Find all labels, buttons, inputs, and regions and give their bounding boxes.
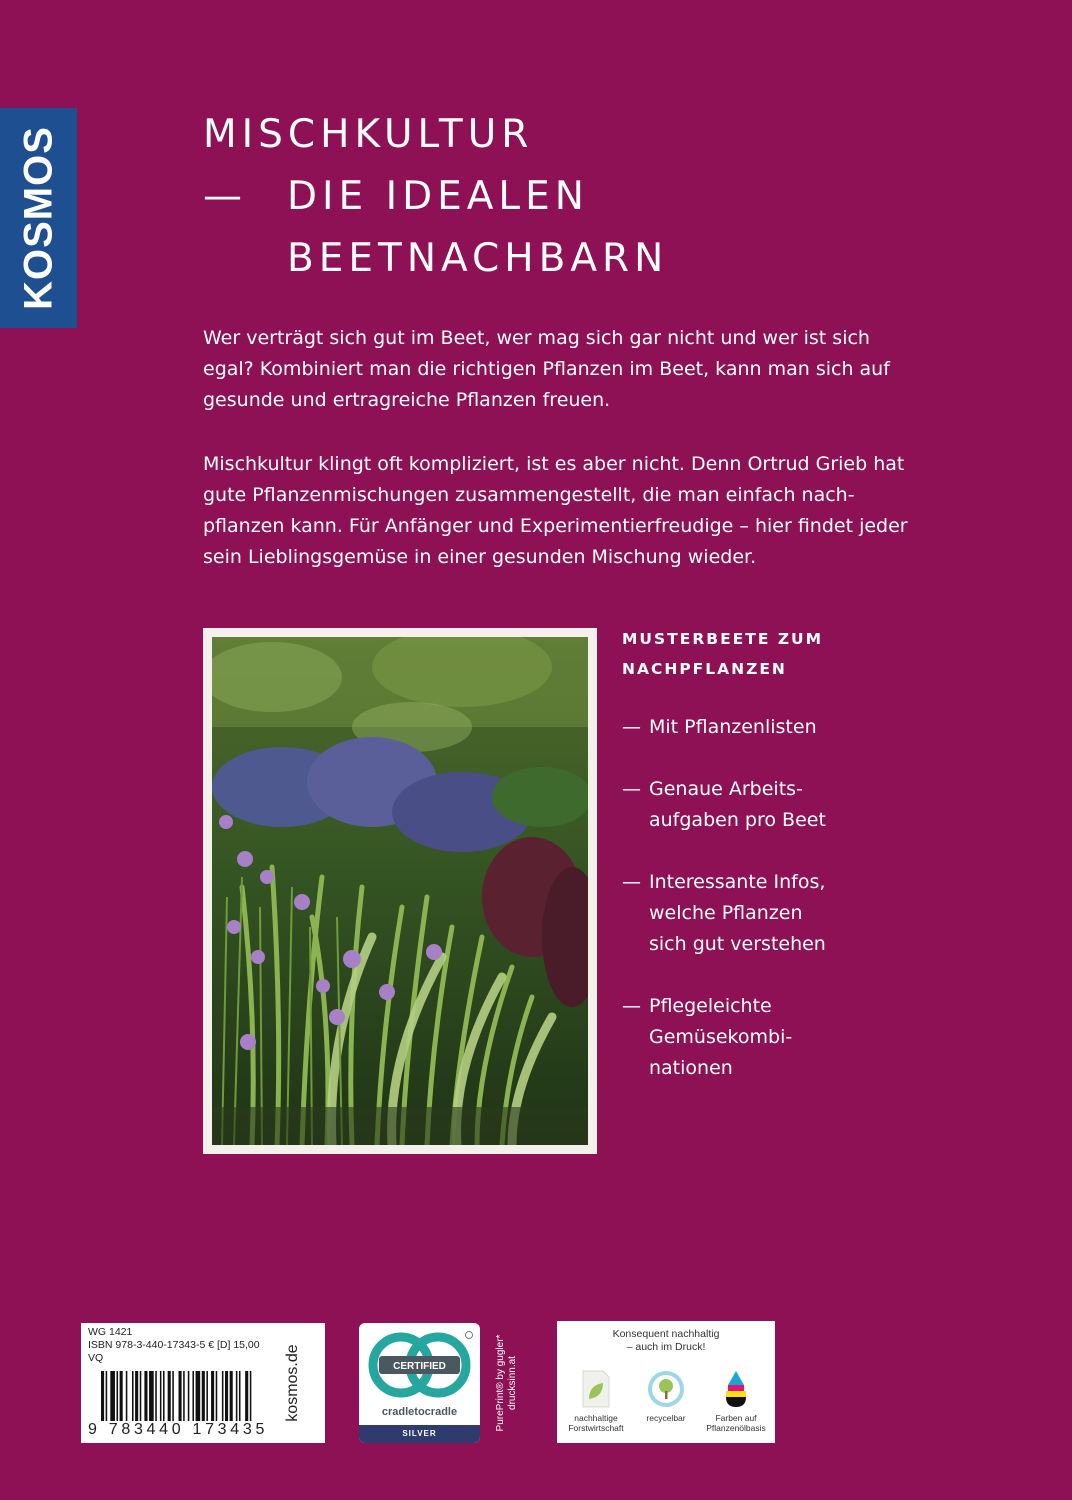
dash-bullet: — (622, 716, 641, 738)
barcode-bar (196, 1371, 201, 1421)
barcode-bar (179, 1371, 182, 1421)
title-line-3: BEETNACHBARN (287, 236, 669, 281)
blurb-paragraph-1: Wer verträgt sich gut im Beet, wer mag sich gar nicht und wer ist sich egal? Kombiniert man die richtigen Pflanzen im Beet, kann man sich auf gesunde und ertragreiche Pflanzen freuen. (203, 327, 890, 411)
print-credits-line-2: drucksinn.at (507, 1356, 518, 1410)
sustainability-heading-line-1: Konsequent nachhaltig (612, 1328, 720, 1340)
publisher-name: KOSMOS (16, 126, 60, 310)
barcode-bar (192, 1371, 194, 1421)
barcode-bar (101, 1371, 104, 1421)
list-item-text: nationen (649, 1057, 733, 1079)
dash-bullet: — (622, 871, 641, 893)
recycle-tree-icon (646, 1369, 686, 1409)
eco-item-plant-inks (701, 1369, 771, 1433)
barcode-bar (163, 1371, 165, 1421)
list-item (622, 774, 882, 836)
book-title (203, 104, 668, 290)
eco-item-label: recycelbar (646, 1413, 686, 1423)
eco-item-recyclable (631, 1369, 701, 1423)
sustainability-box (557, 1321, 775, 1443)
barcode-bar (110, 1371, 115, 1421)
barcode-bar (168, 1371, 171, 1421)
publisher-logo (0, 108, 77, 328)
barcode-bar (211, 1371, 214, 1421)
blurb-paragraph-2: Mischkultur klingt oft kompliziert, ist es aber nicht. Denn Ortrud Grieb hat gute Pflanzenmischungen zusammengestellt, die man einfach nach-pflanzen kann. Für Anfänger und Experimentierfreudige – hier findet jeder sein Lieblingsgemüse in einer gesunden Mischung wieder. (203, 453, 908, 568)
vegetable-bed-illustration (212, 637, 588, 1145)
list-item (622, 712, 882, 743)
cradle-to-cradle-icon (359, 1323, 480, 1407)
eco-item-label: nachhaltige (574, 1413, 618, 1423)
features-heading-line-1: MUSTERBEETE ZUM (622, 630, 824, 648)
barcode-bar (202, 1371, 205, 1421)
eco-item-label: Pflanzenölbasis (706, 1423, 766, 1433)
barcode-bar (135, 1371, 138, 1421)
ink-drop-icon (719, 1369, 753, 1409)
barcode-bar (239, 1371, 241, 1421)
barcode-bar (230, 1371, 233, 1421)
barcode-bar (106, 1371, 108, 1421)
barcode-bar (160, 1371, 162, 1421)
cradle-to-cradle-seal (359, 1323, 480, 1443)
print-credits-line-1: PurePrint® by gugler* (495, 1334, 506, 1432)
barcode-bar (120, 1371, 123, 1421)
barcode-bar (225, 1371, 228, 1421)
eco-item-forestry (561, 1369, 631, 1433)
feature-list (622, 712, 882, 1115)
barcode-bar (183, 1371, 185, 1421)
barcode-bar (117, 1371, 119, 1421)
list-item-text: aufgaben pro Beet (649, 809, 826, 831)
garden-photo (203, 628, 597, 1154)
website-url: kosmos.de (284, 1344, 301, 1422)
barcode-bar (144, 1371, 147, 1421)
print-credits (495, 1335, 519, 1432)
features-heading-line-2: NACHPFLANZEN (622, 660, 787, 678)
list-item-text: sich gut verstehen (649, 933, 826, 955)
eco-item-label: Forstwirtschaft (568, 1423, 624, 1433)
dash-bullet: — (622, 778, 641, 800)
list-item-text: Mit Pflanzenlisten (649, 716, 817, 738)
certified-badge: CERTIFIED (393, 1361, 446, 1372)
title-line-2: DIE IDEALEN (287, 174, 589, 219)
title-line-1: MISCHKULTUR (203, 112, 534, 157)
sustainability-heading-line-2: – auch im Druck! (626, 1341, 706, 1353)
list-item-text: Genaue Arbeits- (649, 778, 803, 800)
list-item-text: Interessante Infos, (649, 871, 826, 893)
barcode-digits: 9 783440 173435 (88, 1421, 269, 1438)
barcode-bar (155, 1371, 157, 1421)
list-item-text: Pflegeleichte (649, 995, 772, 1017)
sustainability-heading (557, 1328, 775, 1354)
list-item-text: Gemüsekombi- (649, 1026, 793, 1048)
barcode-bar (206, 1371, 208, 1421)
product-group: WG 1421 (88, 1326, 133, 1338)
barcode-bar (236, 1371, 238, 1421)
title-dash: — (203, 174, 247, 219)
barcode-bar (149, 1371, 154, 1421)
eco-item-label: Farben auf (715, 1413, 757, 1423)
barcode-bar (172, 1371, 174, 1421)
barcode-bar (245, 1371, 248, 1421)
leaf-paper-icon (579, 1369, 613, 1409)
dash-bullet: — (622, 995, 641, 1017)
barcode-bar (216, 1371, 218, 1421)
barcode-bar (222, 1371, 224, 1421)
barcode-bar (132, 1371, 134, 1421)
list-item (622, 991, 882, 1084)
barcode-bar (250, 1371, 252, 1421)
barcode-bars (101, 1371, 301, 1421)
features-heading (622, 624, 823, 684)
barcode-bar (188, 1371, 190, 1421)
isbn-price: ISBN 978-3-440-17343-5 € [D] 15,00 (88, 1339, 260, 1351)
cradle-to-cradle-label: cradletocradle (381, 1406, 458, 1418)
list-item (622, 867, 882, 960)
certification-level: SILVER (359, 1425, 480, 1443)
barcode-bar (140, 1371, 142, 1421)
list-item-text: welche Pflanzen (649, 902, 803, 924)
product-code: VQ (88, 1352, 104, 1364)
barcode-bar (126, 1371, 128, 1421)
